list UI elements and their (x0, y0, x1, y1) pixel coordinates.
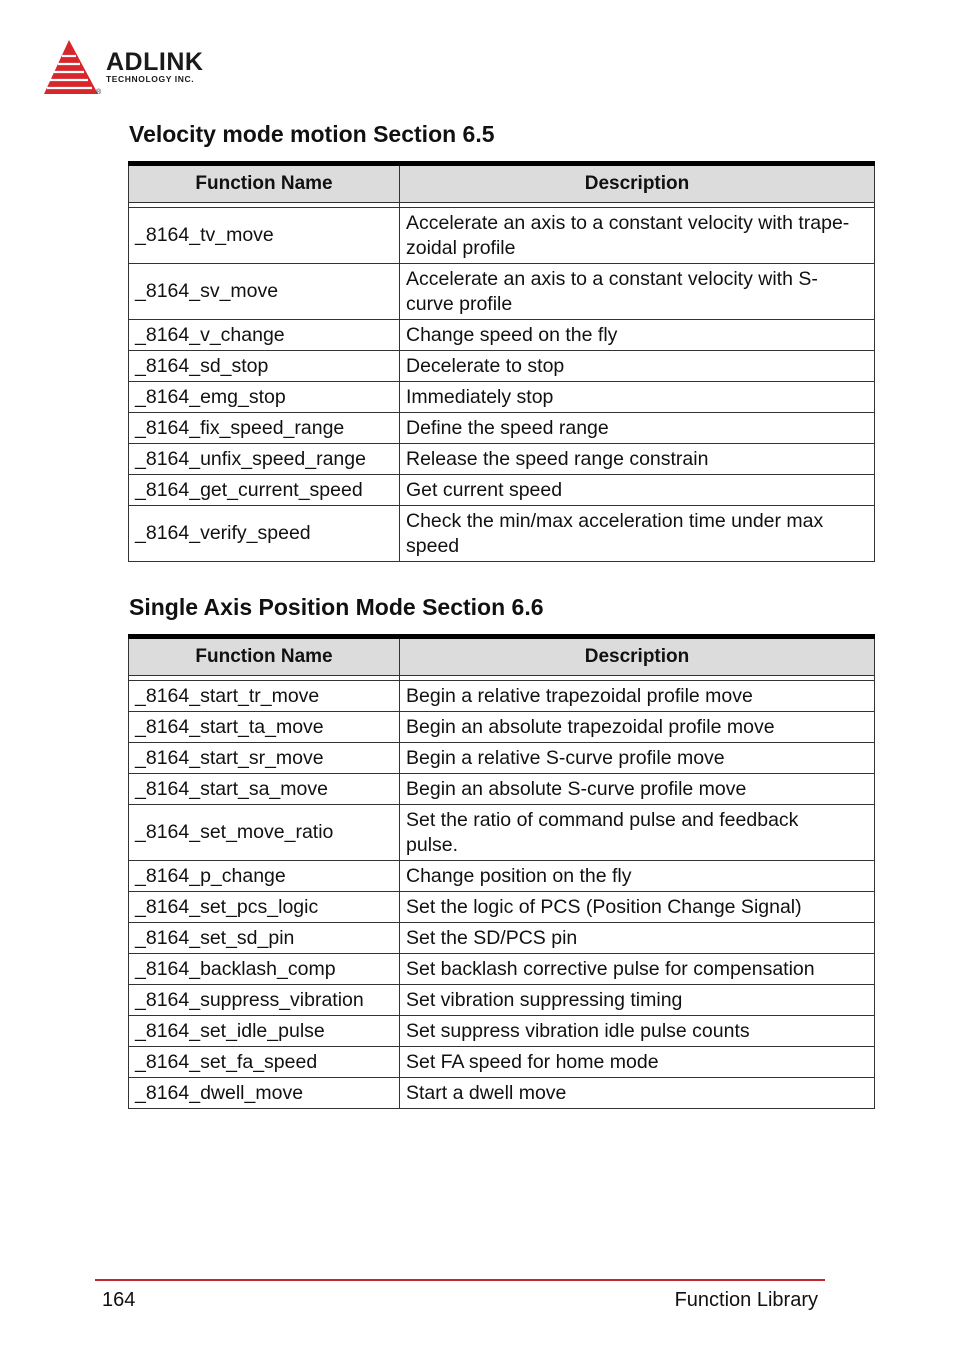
description-cell: Begin a relative S-curve profile move (400, 743, 875, 774)
logo-tagline: TECHNOLOGY INC. (106, 74, 195, 84)
function-name-cell: _8164_p_change (129, 861, 400, 892)
function-name-cell: _8164_suppress_vibration (129, 985, 400, 1016)
description-cell: Begin an absolute S-curve profile move (400, 774, 875, 805)
function-name-cell: _8164_set_idle_pulse (129, 1016, 400, 1047)
table-row (129, 774, 875, 805)
column-header-description: Description (400, 637, 875, 676)
table-row (129, 681, 875, 712)
description-cell: Set suppress vibration idle pulse counts (400, 1016, 875, 1047)
table-row (129, 805, 875, 861)
function-name-cell: _8164_emg_stop (129, 382, 400, 413)
position-table-body (129, 676, 875, 1109)
table-row (129, 444, 875, 475)
table-row (129, 264, 875, 320)
function-name-cell: _8164_start_tr_move (129, 681, 400, 712)
description-cell: Set backlash corrective pulse for compensation (400, 954, 875, 985)
adlink-logo (42, 38, 242, 100)
function-name-cell: _8164_set_pcs_logic (129, 892, 400, 923)
function-name-cell: _8164_verify_speed (129, 506, 400, 562)
footer-rule (95, 1279, 825, 1281)
table-row (129, 506, 875, 562)
table-row (129, 923, 875, 954)
description-cell: Accelerate an axis to a constant velocity with trape- zoidal profile (400, 208, 875, 264)
velocity-table-body (129, 203, 875, 562)
description-cell: Set the logic of PCS (Position Change Signal) (400, 892, 875, 923)
table-row (129, 320, 875, 351)
table-row (129, 382, 875, 413)
table-row (129, 208, 875, 264)
table-header-row (129, 637, 875, 676)
table-row (129, 892, 875, 923)
function-name-cell: _8164_set_move_ratio (129, 805, 400, 861)
table-row (129, 1047, 875, 1078)
function-name-cell: _8164_tv_move (129, 208, 400, 264)
function-name-cell: _8164_backlash_comp (129, 954, 400, 985)
table-row (129, 351, 875, 382)
table-row (129, 712, 875, 743)
table-row (129, 861, 875, 892)
description-cell: Define the speed range (400, 413, 875, 444)
table-row (129, 985, 875, 1016)
column-header-description: Description (400, 164, 875, 203)
function-name-cell: _8164_fix_speed_range (129, 413, 400, 444)
description-cell: Change speed on the fly (400, 320, 875, 351)
function-name-cell: _8164_get_current_speed (129, 475, 400, 506)
footer-chapter-title: Function Library (674, 1289, 818, 1311)
table-row (129, 475, 875, 506)
registered-mark: ® (96, 89, 102, 96)
velocity-function-table (128, 161, 875, 562)
column-header-function-name: Function Name (129, 637, 400, 676)
position-function-table (128, 634, 875, 1109)
description-cell: Start a dwell move (400, 1078, 875, 1109)
table-header-row (129, 164, 875, 203)
table-row (129, 1078, 875, 1109)
function-name-cell: _8164_unfix_speed_range (129, 444, 400, 475)
description-cell: Immediately stop (400, 382, 875, 413)
adlink-triangle-icon (42, 38, 102, 98)
function-name-cell: _8164_start_ta_move (129, 712, 400, 743)
description-cell: Begin an absolute trapezoidal profile move (400, 712, 875, 743)
description-cell: Release the speed range constrain (400, 444, 875, 475)
function-name-cell: _8164_dwell_move (129, 1078, 400, 1109)
description-cell: Get current speed (400, 475, 875, 506)
function-name-cell: _8164_sd_stop (129, 351, 400, 382)
description-cell: Set FA speed for home mode (400, 1047, 875, 1078)
column-header-function-name: Function Name (129, 164, 400, 203)
table-row (129, 1016, 875, 1047)
page-number: 164 (102, 1289, 136, 1311)
table-row (129, 413, 875, 444)
function-name-cell: _8164_v_change (129, 320, 400, 351)
section-title-single-axis: Single Axis Position Mode Section 6.6 (129, 594, 544, 620)
table-row (129, 954, 875, 985)
function-name-cell: _8164_set_fa_speed (129, 1047, 400, 1078)
function-name-cell: _8164_start_sr_move (129, 743, 400, 774)
description-cell: Set the SD/PCS pin (400, 923, 875, 954)
function-name-cell: _8164_start_sa_move (129, 774, 400, 805)
description-cell: Check the min/max acceleration time under max speed (400, 506, 875, 562)
logo-brand-text: ADLINK (106, 48, 204, 76)
table-row (129, 743, 875, 774)
description-cell: Decelerate to stop (400, 351, 875, 382)
description-cell: Begin a relative trapezoidal profile move (400, 681, 875, 712)
description-cell: Accelerate an axis to a constant velocity with S- curve profile (400, 264, 875, 320)
section-title-velocity: Velocity mode motion Section 6.5 (129, 121, 495, 147)
function-name-cell: _8164_set_sd_pin (129, 923, 400, 954)
description-cell: Set vibration suppressing timing (400, 985, 875, 1016)
function-name-cell: _8164_sv_move (129, 264, 400, 320)
description-cell: Set the ratio of command pulse and feedback pulse. (400, 805, 875, 861)
description-cell: Change position on the fly (400, 861, 875, 892)
